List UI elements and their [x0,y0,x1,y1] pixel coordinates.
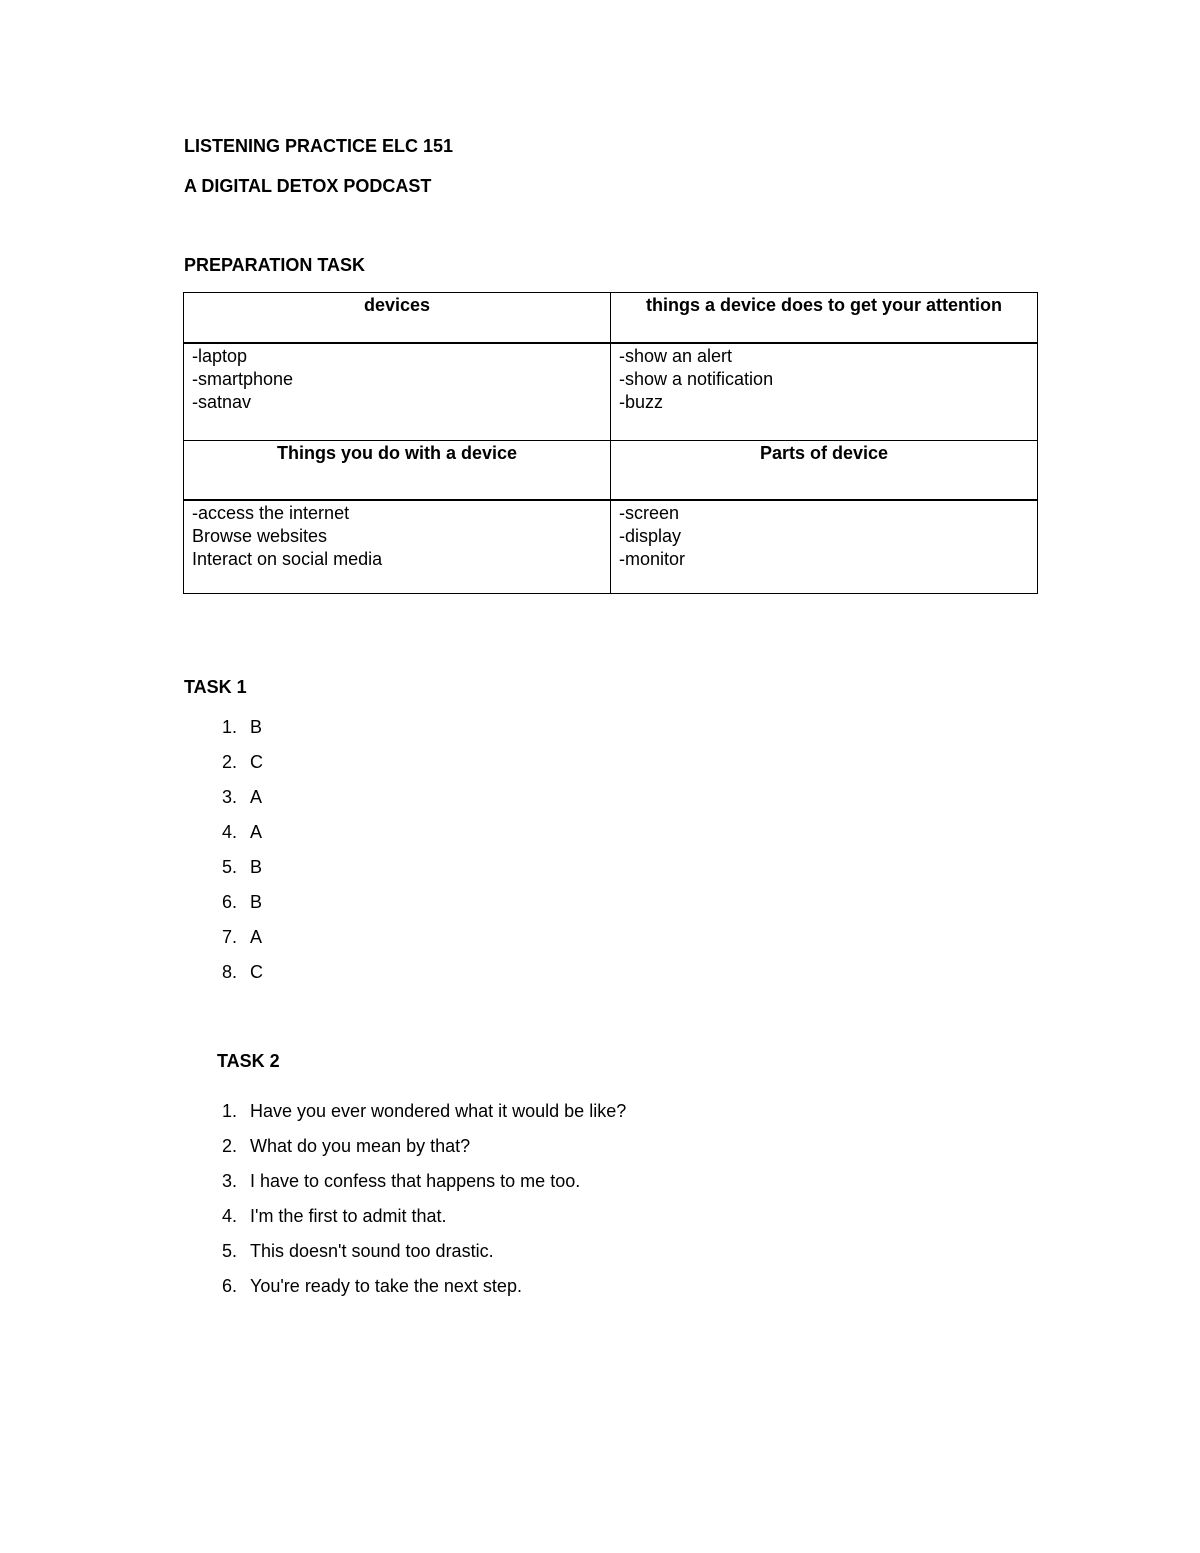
cell-line: -access the internet [192,503,350,523]
item-number: 4. [221,1206,237,1226]
item-number: 1. [221,1101,237,1121]
document-subtitle: A DIGITAL DETOX PODCAST [184,176,432,196]
cell-line: Interact on social media [192,549,383,569]
item-answer: B [250,717,263,737]
item-number: 2. [221,1136,237,1156]
item-number: 3. [221,1171,237,1191]
task1-heading: TASK 1 [184,677,247,697]
item-answer: You're ready to take the next step. [250,1276,522,1296]
cell-line: -buzz [619,392,664,412]
preparation-table [183,292,1038,594]
table-header-row [184,441,1038,501]
item-number: 2. [221,752,237,772]
item-answer: A [250,787,263,807]
item-number: 6. [221,892,237,912]
devices-cell [184,343,611,441]
cell-line: -satnav [192,392,252,412]
item-answer: A [250,927,263,947]
document-title: LISTENING PRACTICE ELC 151 [184,136,454,156]
item-answer: C [250,962,263,982]
item-answer: I have to confess that happens to me too. [250,1171,581,1191]
cell-line: -smartphone [192,369,294,389]
item-answer: I'm the first to admit that. [250,1206,447,1226]
item-answer: Have you ever wondered what it would be like? [250,1101,627,1121]
header-things-you-do: Things you do with a device [184,441,611,501]
item-number: 7. [221,927,237,947]
item-number: 8. [221,962,237,982]
item-answer: What do you mean by that? [250,1136,471,1156]
item-number: 6. [221,1276,237,1296]
cell-line: -show an alert [619,346,733,366]
table-row [184,500,1038,594]
cell-line: -display [619,526,682,546]
task2-heading: TASK 2 [217,1051,280,1071]
cell-line: -monitor [619,549,686,569]
item-number: 5. [221,1241,237,1261]
attention-cell [611,343,1038,441]
header-attention: things a device does to get your attention [611,293,1038,344]
cell-line: -laptop [192,346,248,366]
preparation-task-heading: PREPARATION TASK [184,255,366,275]
item-answer: A [250,822,263,842]
header-parts-of-device: Parts of device [611,441,1038,501]
table-header-row [184,293,1038,344]
item-number: 1. [221,717,237,737]
item-answer: C [250,752,263,772]
cell-line: Browse websites [192,526,328,546]
item-answer: This doesn't sound too drastic. [250,1241,494,1261]
item-answer: B [250,892,263,912]
cell-line: -screen [619,503,680,523]
header-devices: devices [184,293,611,344]
cell-line: -show a notification [619,369,774,389]
item-number: 5. [221,857,237,877]
things-you-do-cell [184,500,611,594]
table-row [184,343,1038,441]
item-answer: B [250,857,263,877]
item-number: 3. [221,787,237,807]
parts-of-device-cell [611,500,1038,594]
item-number: 4. [221,822,237,842]
